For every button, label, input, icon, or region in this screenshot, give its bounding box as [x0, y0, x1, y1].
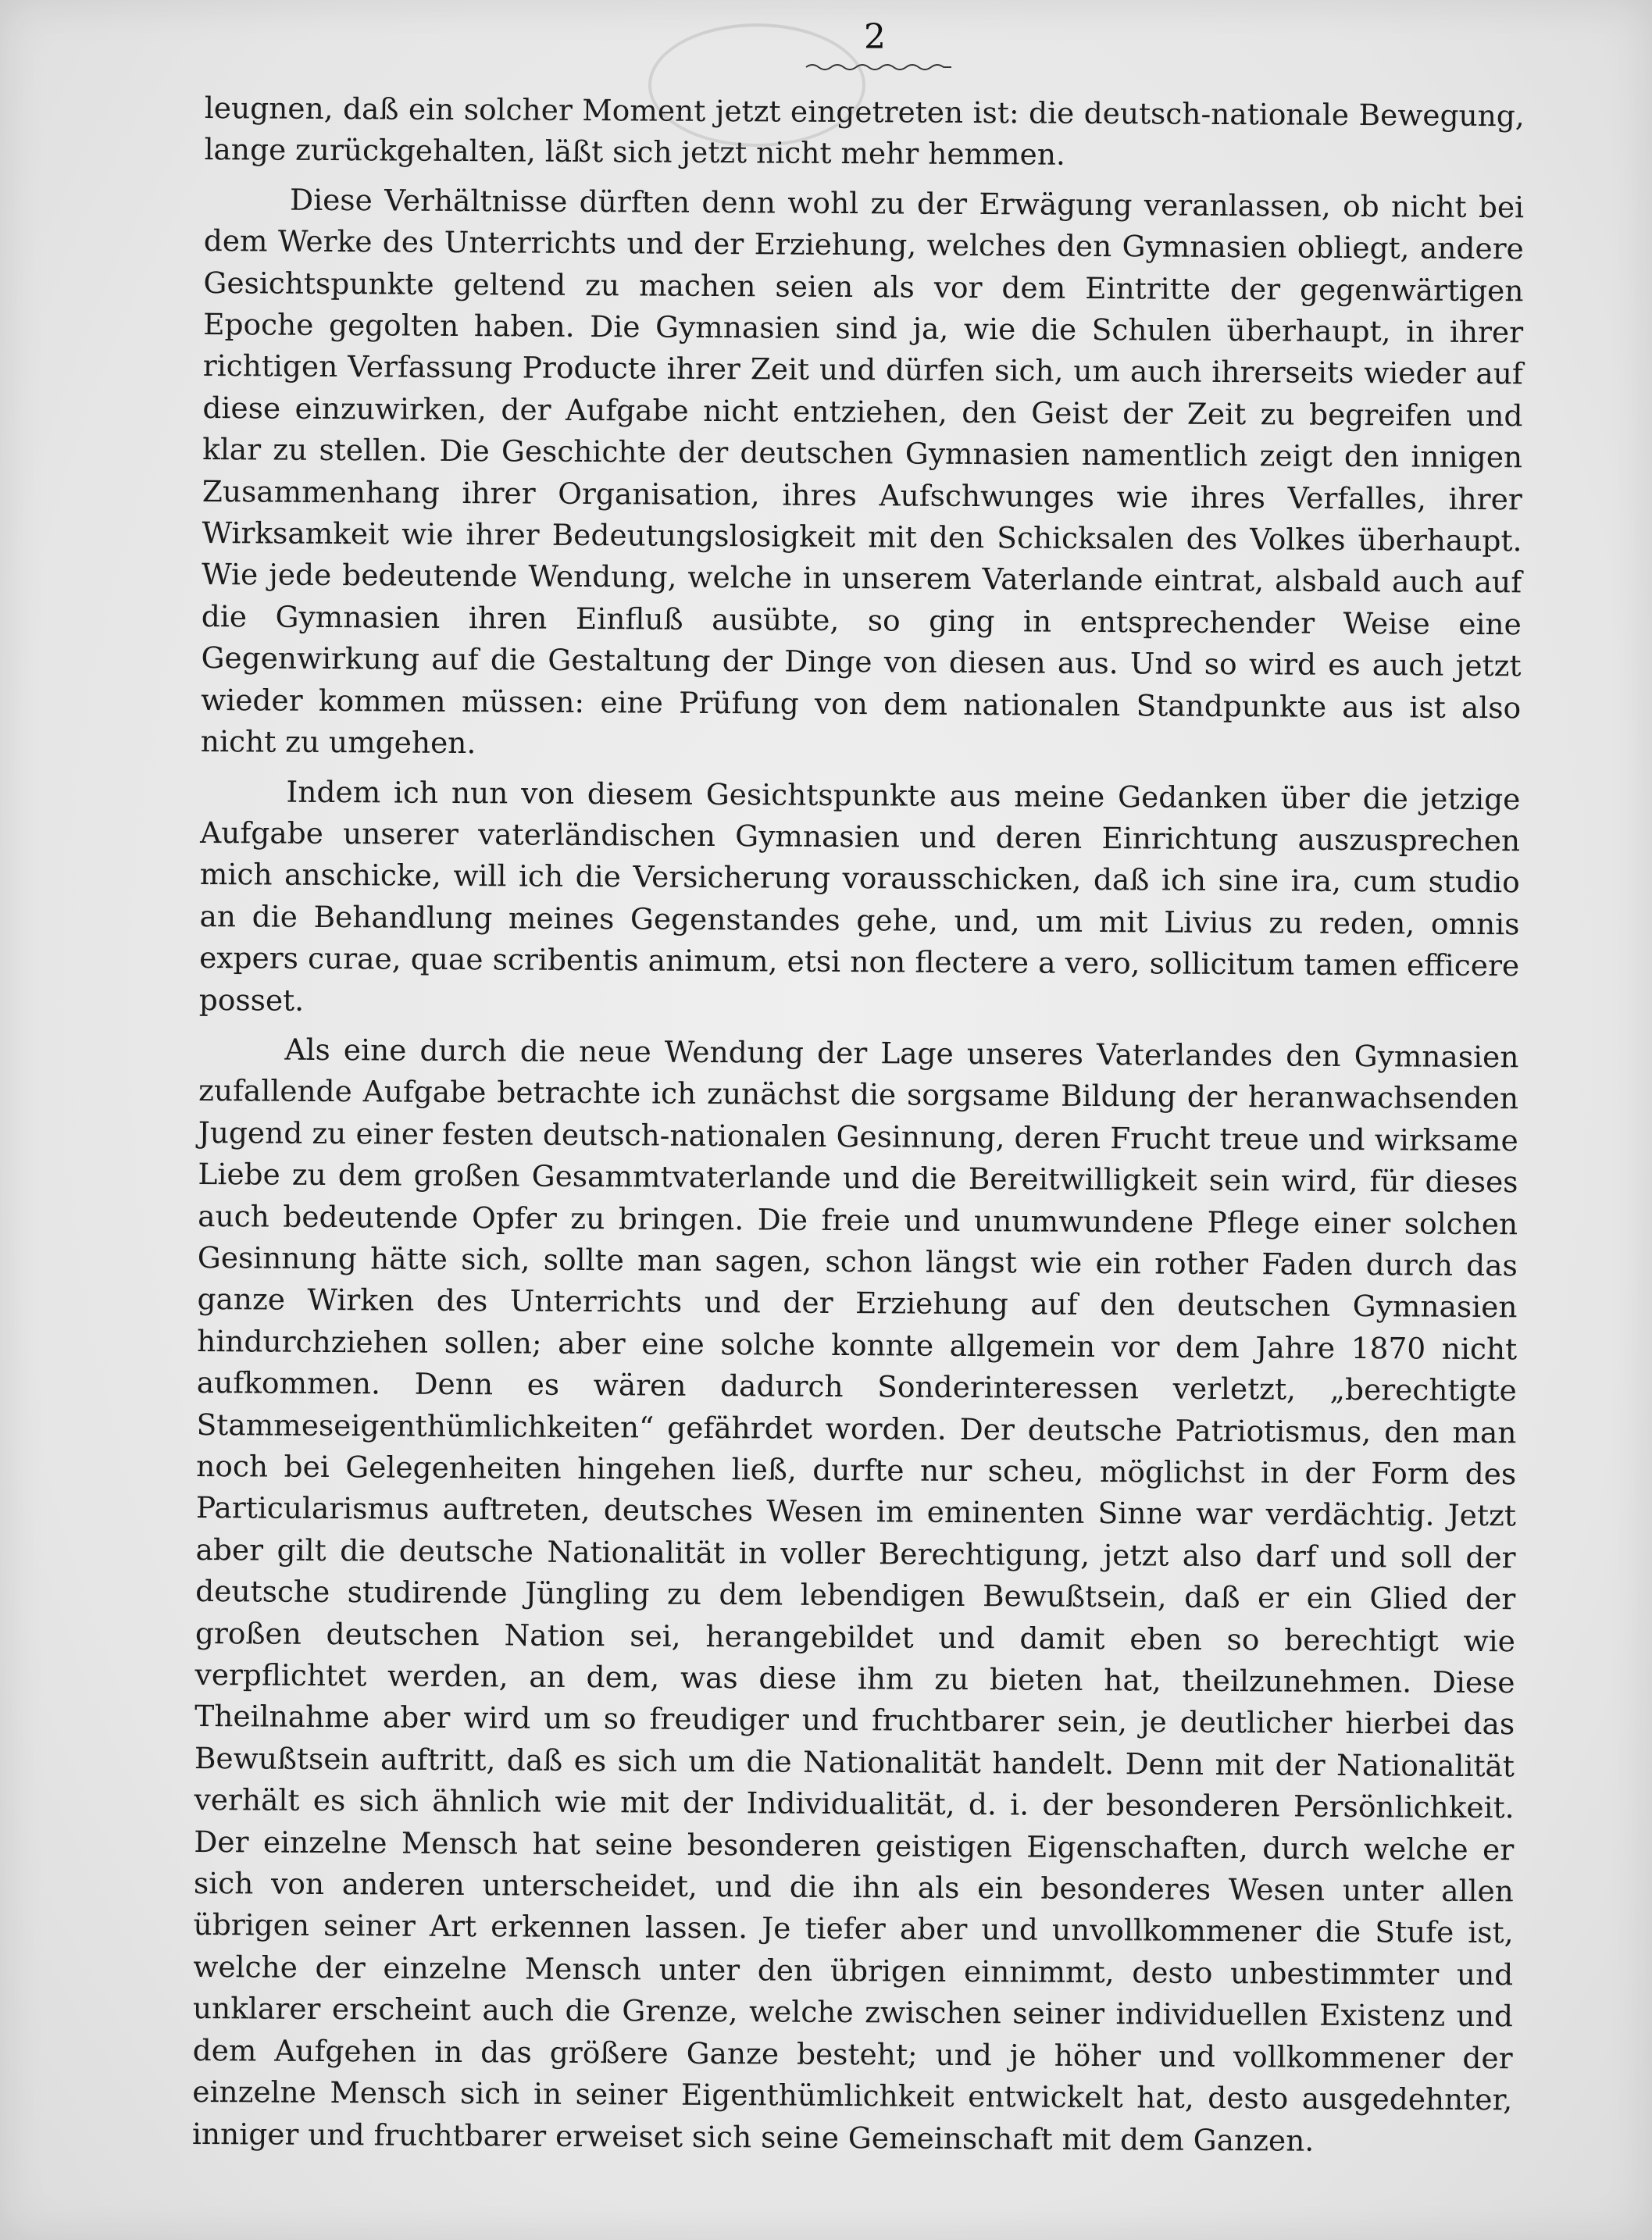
paragraph-circumstances: Diese Verhältnisse dürften denn wohl zu der Erwägung veranlassen, ob nicht bei dem Werke des Unterrichts und der Erziehung, welches den Gymnasien obliegt, andere Gesichtspunkte geltend zu machen seien als vor dem Eintritte der gegenwärtigen Epoche gegolten haben. Die Gymnasien sind ja, wie die Schulen überhaupt, in ihrer richtigen Verfassung Producte ihrer Zeit und dürfen sich, um auch ihrerseits wieder auf diese einzuwirken, der Aufgabe nicht entziehen, den Geist der Zeit zu begreifen und klar zu stellen. Die Geschichte der deutschen Gymnasien namentlich zeigt den innigen Zusammenhang ihrer Organisation, ihres Aufschwunges wie ihres Verfalles, ihrer Wirksamkeit wie ihrer Bedeutungslosigkeit mit den Schicksalen des Volkes überhaupt. Wie jede bedeutende Wendung, welche in unserem Vaterlande eintrat, alsbald auch auf die Gymnasien ihren Einfluß ausübte, so ging in entsprechender Weise eine Gegenwirkung auf die Gestaltung der Dinge von diesen aus. Und so wird es auch jetzt wieder kommen müssen: eine Prüfung von dem nationalen Standpunkte aus ist also nicht zu umgehen. [200, 182, 1525, 761]
body-text [192, 87, 1525, 2163]
paragraph-national-education: Als eine durch die neue Wendung der Lage unseres Vaterlandes den Gymnasien zufallende Aufgabe betrachte ich zunächst die sorgsame Bildung der heranwachsenden Jugend zu einer festen deutsch-nationalen Gesinnung, deren Frucht treue und wirksame Liebe zu dem großen Gesammtvaterlande und die Bereitwilligkeit sein wird, für dieses auch bedeutende Opfer zu bringen. Die freie und unumwundene Pflege einer solchen Gesinnung hätte sich, sollte man sagen, schon längst wie ein rother Faden durch das ganze Wirken des Unterrichts und der Erziehung auf den deutschen Gymnasien hindurchziehen sollen; aber eine solche konnte allgemein vor dem Jahre 1870 nicht aufkommen. Denn es wären dadurch Sonderinteressen verletzt, „berechtigte Stammeseigenthümlichkeiten“ gefährdet worden. Der deutsche Patriotismus, den man noch bei Gelegenheiten hingehen ließ, durfte nur scheu, möglichst in der Form des Particularismus auftreten, deutsches Wesen im eminenten Sinne war verdächtig. Jetzt aber gilt die deutsche Nationalität in voller Berechtigung, jetzt also darf und soll der deutsche studirende Jüngling zu dem lebendigen Bewußtsein, daß er ein Glied der großen deutschen Nation sei, herangebildet und damit eben so berechtigt wie verpflichtet werden, an dem, was diese ihm zu bieten hat, theilzunehmen. Diese Theilnahme aber wird um so freudiger und fruchtbarer sein, je deutlicher hierbei das Bewußtsein auftritt, daß es sich um die Nationalität handelt. Denn mit der Nationalität verhält es sich ähnlich wie mit der Individualität, d. i. der besonderen Persönlichkeit. Der einzelne Mensch hat seine besonderen geistigen Eigenschaften, durch welche er sich von anderen unterscheidet, und die ihn als ein besonderes Wesen unter allen übrigen seiner Art erkennen lassen. Je tiefer aber und unvollkommener die Stufe ist, welche der einzelne Mensch unter den übrigen einnimmt, desto unbestimmter und unklarer erscheint auch die Grenze, welche zwischen seiner individuellen Existenz und dem Aufgehen in das größere Ganze besteht; und je höher und vollkommener der einzelne Mensch sich in seiner Eigenthümlichkeit entwickelt hat, desto ausgedehnter, inniger und fruchtbarer erweiset sich seine Gemeinschaft mit dem Ganzen. [191, 1032, 1519, 2158]
page-number: 2 [864, 17, 886, 57]
paragraph-author-intent: Indem ich nun von diesem Gesichtspunkte aus meine Gedanken über die jetzige Aufgabe unserer vaterländischen Gymnasien und deren Einrichtung auszusprechen mich anschicke, will ich die Versicherung vorausschicken, daß ich sine ira, cum studio an die Behandlung meines Gegenstandes gehe, und, um mit Livius zu reden, omnis expers curae, quae scribentis animum, etsi non flectere a vero, sollicitum tamen efficere posset. [198, 774, 1521, 1018]
paragraph-continuation: leugnen, daß ein solcher Moment jetzt eingetreten ist: die deutsch-nationale Bewegung, lange zurückgehalten, läßt sich jetzt nicht mehr hemmen. [204, 90, 1525, 173]
ornamental-flourish [805, 61, 953, 73]
